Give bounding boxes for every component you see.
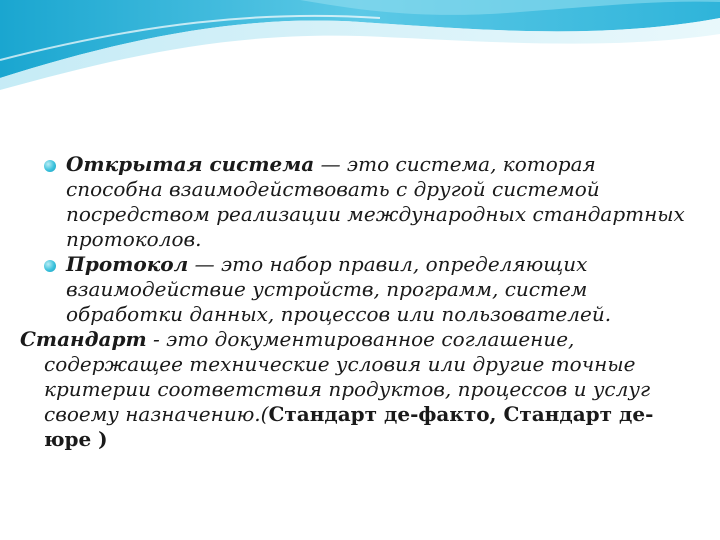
bullet-icon [44,260,56,272]
paragraph-standard [20,327,694,452]
definition-open-system: — это система, которая способна взаимодействовать с другой системой посредством реализации международных стандартных протоколов. [66,152,685,251]
paragraph-protocol [44,252,694,327]
header-wave-decoration [0,0,720,90]
paragraph-open-system [44,152,694,252]
bullet-icon [44,160,56,172]
term-open-system: Открытая система [66,152,315,176]
paren-open: ( [260,402,269,426]
definition-standard: - это документированное соглашение, содержащее технические условия или другие точные критерии соответствия продуктов, процессов и услуг своему назначению. [44,327,651,426]
paren-close: ) [91,427,108,451]
definition-protocol: — это набор правил, определяющих взаимодействие устройств, программ, систем обработки данных, процессов или пользователей. [66,252,612,326]
standard-examples: Стандарт де-факто, Стандарт де-юре [44,402,654,451]
term-protocol: Протокол [66,252,189,276]
term-standard: Стандарт [20,327,147,351]
slide-body [20,152,694,452]
